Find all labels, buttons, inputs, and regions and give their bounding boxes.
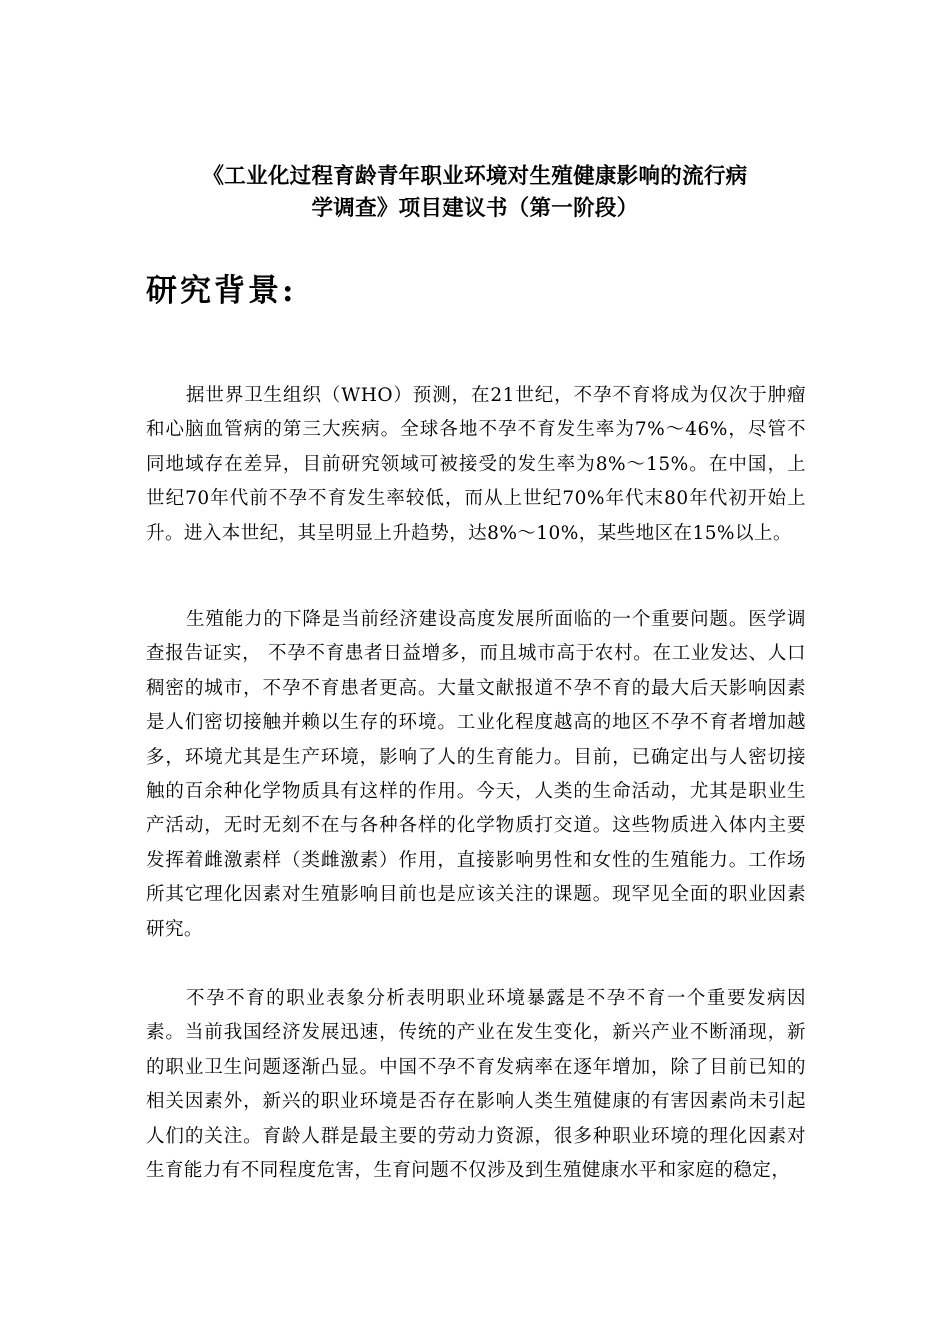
- body-paragraph-2: 生殖能力的下降是当前经济建设高度发展所面临的一个重要问题。医学调查报告证实， 不孕不育患者日益增多，而且城市高于农村。在工业发达、人口稠密的城市，不孕不育患者更高。大量文献报道不孕不育的最大后天影响因素是人们密切接触并赖以生存的环境。工业化程度越高的地区不孕不育者增加越多，环境尤其是生产环境，影响了人的生育能力。目前，已确定出与人密切接触的百余种化学物质具有这样的作用。今天，人类的生命活动，尤其是职业生产活动，无时无刻不在与各种各样的化学物质打交道。这些物质进入体内主要发挥着雌激素样（类雌激素）作用，直接影响男性和女性的生殖能力。工作场所其它理化因素对生殖影响目前也是应该关注的课题。现罕见全面的职业因素研究。: [146, 609, 806, 940]
- body-paragraph-1: 据世界卫生组织（WHO）预测，在21世纪，不孕不育将成为仅次于肿瘤和心脑血管病的第三大疾病。全球各地不孕不育发生率为7%～46%，尽管不同地域存在差异，目前研究领域可被接受的发生率为8%～15%。在中国，上世纪70年代前不孕不育发生率较低，而从上世纪70%年代末80年代初开始上升。进入本世纪，其呈明显上升趋势，达8%～10%，某些地区在15%以上。: [146, 385, 806, 544]
- document-title-line-2: 学调查》项目建议书（第一阶段）: [311, 196, 639, 222]
- document-title: [135, 161, 815, 225]
- body-paragraph-3: 不孕不育的职业表象分析表明职业环境暴露是不孕不育一个重要发病因素。当前我国经济发展迅速，传统的产业在发生变化，新兴产业不断涌现，新的职业卫生问题逐渐凸显。中国不孕不育发病率在逐年增加，除了目前已知的相关因素外，新兴的职业环境是否存在影响人类生殖健康的有害因素尚未引起人们的关注。育龄人群是最主要的劳动力资源，很多种职业环境的理化因素对生育能力有不同程度危害，生育问题不仅涉及到生殖健康水平和家庭的稳定，: [146, 988, 806, 1182]
- section-heading: 研究背景:: [146, 272, 297, 309]
- document-title-line-1: 《工业化过程育龄青年职业环境对生殖健康影响的流行病: [202, 164, 748, 190]
